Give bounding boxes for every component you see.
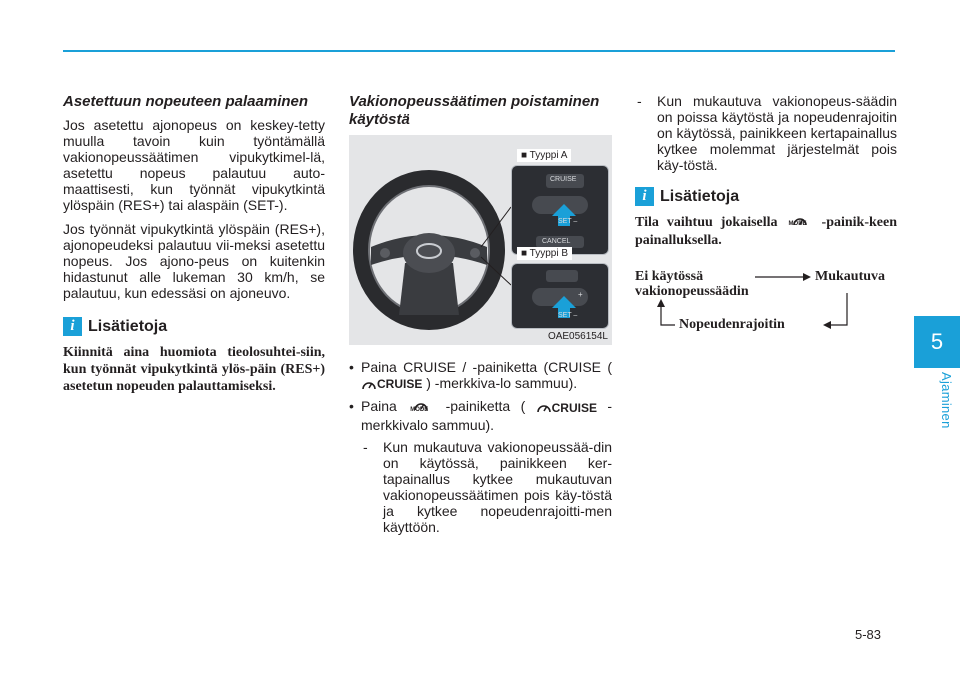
- cancel-button-label: CANCEL: [542, 238, 571, 245]
- info-title-2: Lisätietoja: [660, 187, 740, 205]
- state-disabled: Ei käytössä vakionopeussäädin: [635, 269, 749, 299]
- bullet-cruise: • Paina CRUISE / -painiketta (CRUISE ( CRUISE ) -merkkiva-lo sammuu).: [349, 359, 612, 392]
- info-text-2-b: -painik-keen painalluksella.: [635, 215, 898, 248]
- section-heading-resume: Asetettuun nopeuteen palaaminen: [63, 93, 309, 110]
- dash-item-2: - Kun mukautuva vakionopeus-säädin on poissa käytöstä ja nopeudenrajoitin on käytössä, painikkeen kertapainallus kytkee molemmat järjestelmät pois käy-töstä.: [637, 93, 897, 173]
- page-number: 5-83: [855, 627, 882, 642]
- info-icon: i: [63, 317, 82, 336]
- arrow-up-icon: [657, 299, 665, 307]
- mode-cycle-diagram: [635, 269, 897, 359]
- figure-code: OAE056154L: [547, 331, 608, 342]
- cruise-indicator-word-2: CRUISE: [551, 400, 597, 415]
- info-text-2: [635, 214, 897, 249]
- speedometer-icon: [361, 378, 377, 391]
- info-text-2-a: Tila vaihtuu jokaisella: [635, 215, 778, 231]
- bullet-mode-text-c: -merkkivalo sammuu).: [361, 398, 613, 433]
- dash-item-1: - Kun mukautuva vakionopeussää-din on käytössä, painikkeen ker-tapainallus kytkee mukautuvan vakionopeussäätimen pois käy-töstä ja kytkee nopeudenrajoitti-men käyttöön.: [363, 438, 612, 535]
- paragraph-resume-1: Jos asetettu ajonopeus on keskey-tetty muulla tavoin kuin työntämällä vakionopeussäätimen vipukytkimel-lä, asetettu nopeus palautuu auto-maattisesti, kun työnnät vipukytkintä ylöspäin (RES+) tai alaspäin (SET-).: [63, 117, 325, 213]
- cruise-indicator-icon-2: [536, 400, 597, 416]
- chapter-title: Ajaminen: [939, 372, 954, 429]
- set-button-label: SET –: [558, 218, 578, 225]
- info-title: Lisätietoja: [88, 317, 168, 335]
- info-text: Kiinnitä aina huomiota tieolosuhtei-siin, kun työnnät vipukytkintä ylös-päin (RES+) asetetun nopeuden palauttamiseksi.: [63, 345, 325, 394]
- paragraph-resume-2: Jos työnnät vipukytkintä ylöspäin (RES+), ajonopeudeksi palautuu vii-meksi asetettu nopeus. Jos ajono-peus on kuitenkin hidastunut alle lukeman 30 km/h, se palautuu, kun edessäsi on ajoneuvo.: [63, 221, 325, 301]
- bullet-mode-text-a: Paina: [361, 398, 397, 415]
- plus-button-label: +: [578, 290, 583, 299]
- dash-item-2-text: Kun mukautuva vakionopeus-säädin on poissa käytöstä ja nopeudenrajoitin on käytössä, painikkeen kertapainallus kytkee molemmat järjestelmät pois käy-töstä.: [657, 93, 897, 173]
- info-heading-2: [635, 187, 897, 206]
- mode-word: MODE: [410, 406, 429, 413]
- mode-button-icon: [786, 214, 814, 232]
- info-heading: [63, 317, 325, 336]
- bullet-cruise-text-b: ) -merkkiva-lo sammuu).: [426, 375, 578, 391]
- arrow-left-icon: [823, 321, 831, 329]
- dash-item-1-text: Kun mukautuva vakionopeussää-din on käytössä, painikkeen ker-tapainallus kytkee mukautuvan vakionopeussäätimen pois käy-töstä ja kytkee nopeudenrajoitti-men käyttöön.: [383, 438, 612, 535]
- section-heading-disable: Vakionopeussäätimen poistaminen käytöstä: [349, 93, 600, 128]
- state-limiter: Nopeudenrajoitin: [679, 317, 785, 332]
- state-adaptive: Mukautuva: [815, 269, 886, 284]
- arrow-right-icon: [803, 273, 811, 281]
- speedometer-icon: [536, 401, 552, 414]
- header-rule: [63, 50, 895, 52]
- cruise-indicator-icon: [361, 376, 422, 392]
- bullet-mode-text-b: -painiketta (: [445, 398, 526, 415]
- set-button-label-b: SET –: [558, 312, 578, 319]
- mode-word: MODE: [788, 221, 807, 227]
- cruise-button-label: CRUISE: [550, 176, 577, 183]
- panel-type-a: [511, 165, 609, 255]
- type-b-label: ■ Tyyppi B: [517, 247, 572, 260]
- column-middle: [349, 93, 612, 535]
- column-right: [635, 93, 897, 359]
- mode-button-icon: [407, 399, 435, 417]
- steering-wheel-figure: [349, 135, 612, 345]
- bullet-mode: • Paina MODE -painiketta ( CRUISE -merkkivalo sammuu).: [349, 398, 613, 433]
- bullet-cruise-text-a: Paina CRUISE / -painiketta (CRUISE (: [361, 359, 612, 375]
- mode-cycle-arrows: [635, 269, 897, 359]
- info-icon: i: [635, 187, 654, 206]
- cruise-indicator-word: CRUISE: [377, 377, 423, 392]
- panel-type-b: [511, 263, 609, 329]
- column-left: [63, 93, 325, 395]
- type-a-label: ■ Tyyppi A: [517, 149, 571, 162]
- chapter-tab: 5: [914, 316, 960, 368]
